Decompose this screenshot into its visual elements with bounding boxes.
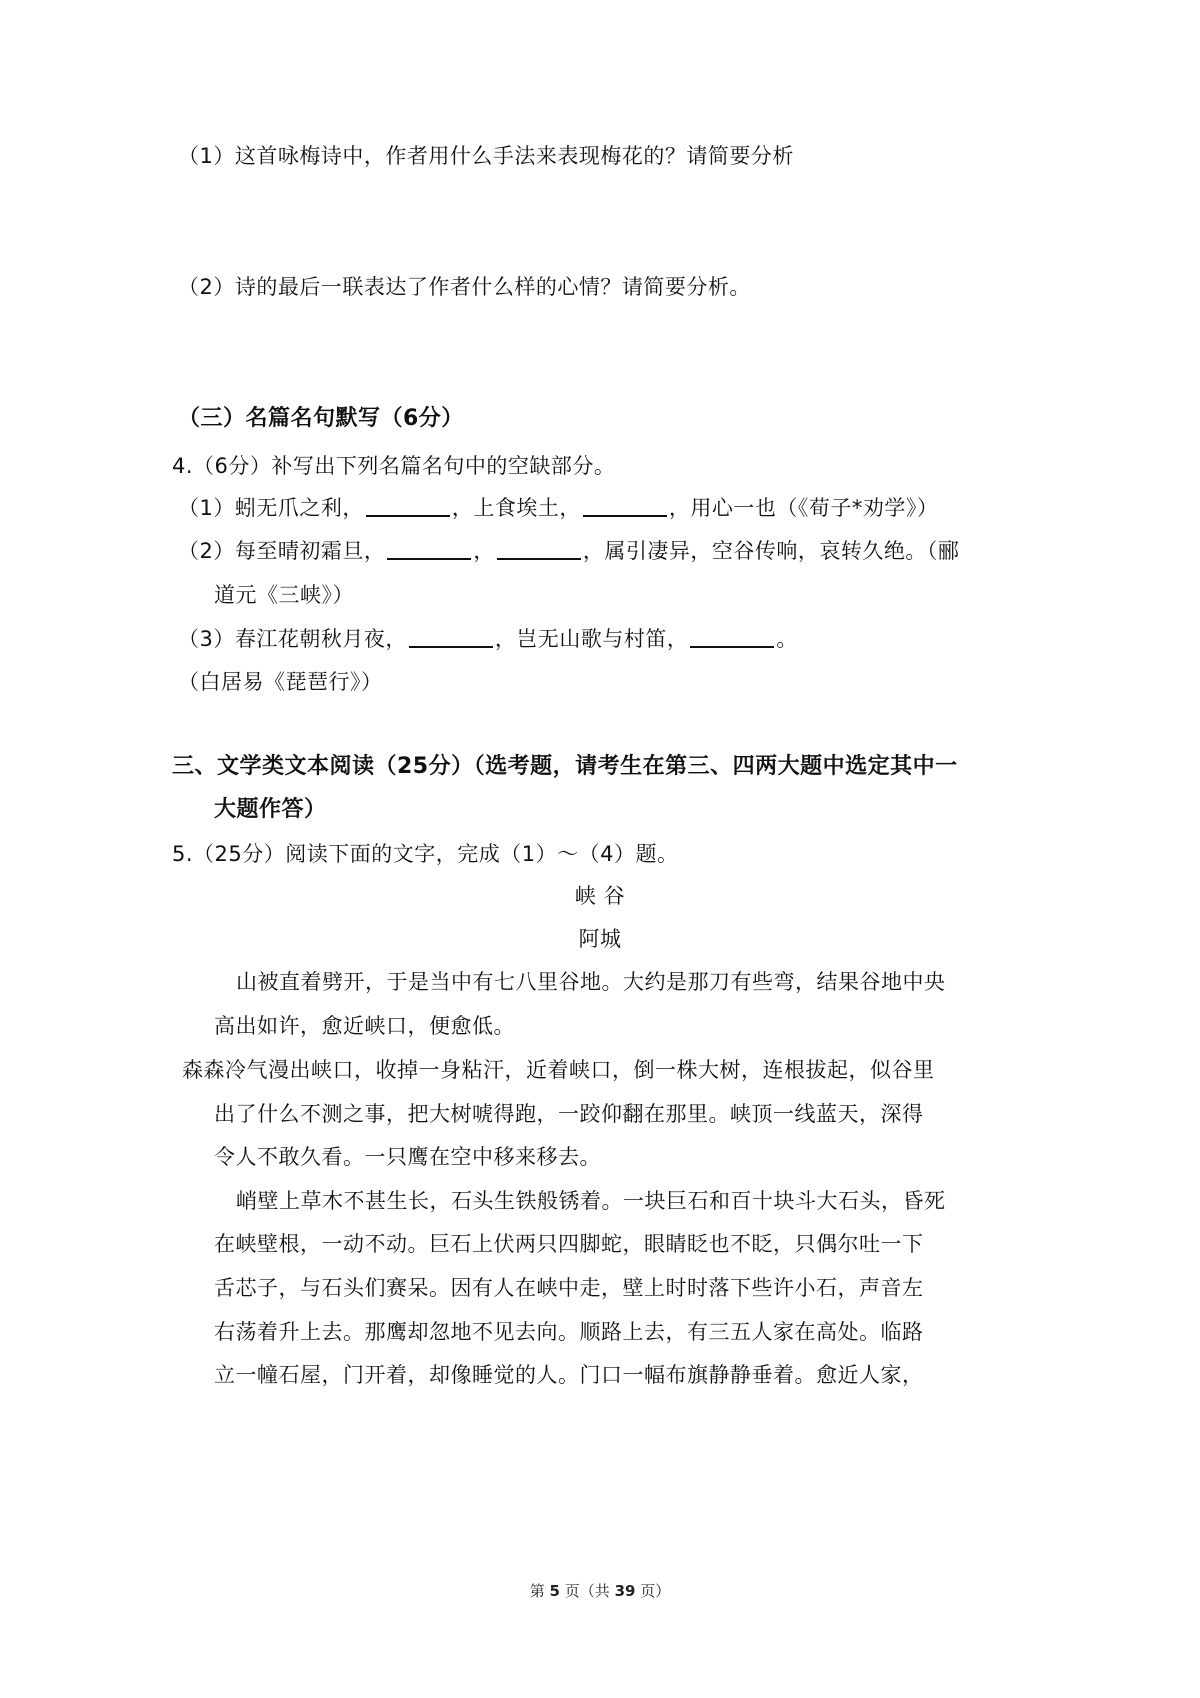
story-line: 峭壁上草木不甚生长，石头生铁般锈着。一块巨石和百十块斗大石头，昏死: [236, 1189, 946, 1213]
story-line: 高出如许，愈近峡口，便愈低。: [214, 1014, 515, 1038]
q3-part-1: （1）这首咏梅诗中，作者用什么手法来表现梅花的？请简要分析: [178, 144, 794, 168]
section-recite-heading: （三）名篇名句默写（6分）: [178, 406, 464, 431]
recite-item-3-source: （白居易《琵琶行》）: [178, 670, 383, 694]
story-title: 峡 谷: [574, 884, 626, 908]
story-line: 令人不敢久看。一只鹰在空中移来移去。: [214, 1145, 601, 1169]
recite-item-3: [178, 624, 798, 654]
section-reading-heading: 三、文学类文本阅读（25分）（选考题，请考生在第三、四两大题中选定其中一: [172, 754, 958, 779]
story-line: 在峡壁根，一动不动。巨石上伏两只四脚蛇，眼睛眨也不眨，只偶尔吐一下: [214, 1232, 924, 1256]
answer-blank[interactable]: [690, 626, 774, 648]
story-line: 山被直着劈开，于是当中有七八里谷地。大约是那刀有些弯，结果谷地中央: [236, 970, 946, 994]
recite-item-1-text-a: （1）蚓无爪之利，: [178, 496, 364, 520]
recite-item-2-text-c: ，属引凄异，空谷传响，哀转久绝。（郦: [582, 539, 960, 563]
recite-item-3-text-b: ，岂无山歌与村笛，: [494, 627, 689, 651]
answer-blank[interactable]: [583, 495, 667, 517]
footer-post: 页）: [640, 1582, 671, 1600]
answer-blank[interactable]: [409, 626, 493, 648]
recite-item-1-text-c: ，用心一也（《荀子*劝学》）: [668, 496, 939, 520]
footer-total-pages: 39: [614, 1582, 636, 1600]
recite-item-3-text-a: （3）春江花朝秋月夜，: [178, 627, 407, 651]
answer-blank[interactable]: [366, 495, 450, 517]
story-line: 立一幢石屋，门开着，却像睡觉的人。门口一幅布旗静静垂着。愈近人家，: [214, 1363, 924, 1387]
q3-part-2: （2）诗的最后一联表达了作者什么样的心情？请简要分析。: [178, 275, 751, 299]
recite-item-3-text-c: 。: [776, 627, 798, 651]
page-footer: [0, 1580, 1200, 1601]
recite-item-2-text-b: ，: [473, 539, 495, 563]
answer-blank[interactable]: [387, 538, 471, 560]
recite-item-2: [178, 536, 959, 566]
footer-mid: 页（共: [564, 1582, 610, 1600]
answer-blank[interactable]: [497, 538, 581, 560]
story-line: 森森冷气漫出峡口，收掉一身粘汗，近着峡口，倒一株大树，连根拔起，似谷里: [182, 1058, 935, 1082]
story-line: 右荡着升上去。那鹰却忽地不见去向。顺路上去，有三五人家在高处。临路: [214, 1320, 924, 1344]
recite-item-1-text-b: ，上食埃土，: [451, 496, 581, 520]
story-author: 阿城: [578, 927, 622, 951]
story-line: 出了什么不测之事，把大树唬得跑，一跤仰翻在那里。峡顶一线蓝天，深得: [214, 1102, 924, 1126]
footer-page-number: 5: [549, 1582, 560, 1600]
section-reading-heading-cont: 大题作答）: [214, 797, 327, 822]
footer-pre: 第: [529, 1582, 545, 1600]
recite-item-1: [178, 493, 938, 523]
recite-item-2-text-a: （2）每至晴初霜旦，: [178, 539, 386, 563]
story-line: 舌芯子，与石头们赛呆。因有人在峡中走，壁上时时落下些许小石，声音左: [214, 1276, 924, 1300]
recite-item-2-continuation: 道元《三峡》）: [214, 583, 354, 607]
q5-title: 5.（25分）阅读下面的文字，完成（1）～（4）题。: [172, 842, 679, 866]
q4-title: 4.（6分）补写出下列名篇名句中的空缺部分。: [172, 454, 616, 478]
